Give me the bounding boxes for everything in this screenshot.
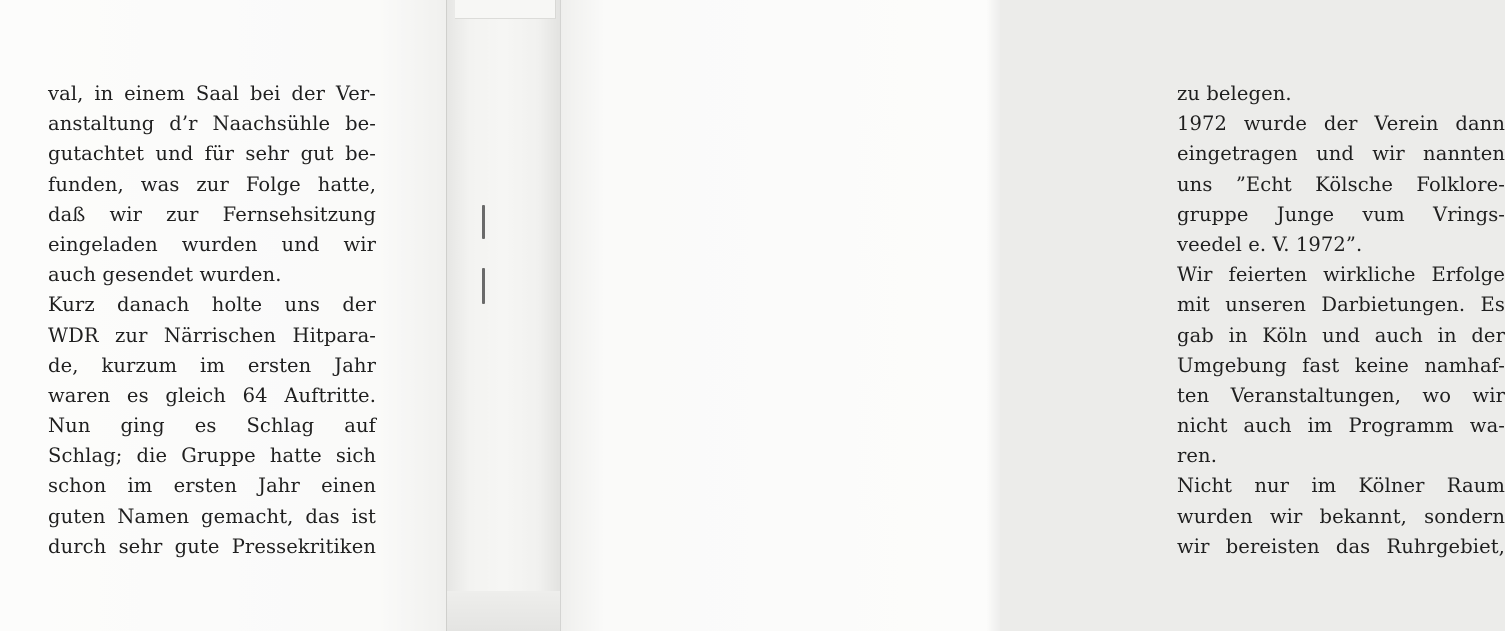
text-line: val, in einem Saal bei der Ver- bbox=[48, 82, 376, 105]
text-line: Umgebung fast keine namhaf- bbox=[1177, 353, 1505, 377]
text-line: wurden wir bekannt, sondern bbox=[1177, 504, 1505, 528]
text-line: veedel e. V. 1972”. bbox=[1177, 232, 1363, 256]
text-line: eingetragen und wir nannten bbox=[1177, 142, 1505, 166]
right-text-column bbox=[1177, 79, 1505, 562]
text-line: nicht auch im Programm wa- bbox=[1177, 414, 1505, 438]
text-line: zu belegen. bbox=[1177, 82, 1292, 105]
spine-bottom-edge bbox=[447, 591, 561, 631]
spine-fold-tab bbox=[455, 0, 556, 19]
text-line: gruppe Junge vum Vrings- bbox=[1177, 202, 1505, 226]
text-line: ten Veranstaltungen, wo wir bbox=[1177, 383, 1505, 407]
left-page bbox=[0, 0, 446, 631]
text-line: durch sehr gute Pressekritiken bbox=[48, 534, 376, 558]
text-line: eingeladen wurden und wir bbox=[48, 232, 376, 256]
text-line: 1972 wurde der Verein dann bbox=[1177, 112, 1505, 136]
text-line: Nicht nur im Kölner Raum bbox=[1177, 474, 1505, 498]
text-line: WDR zur Närrischen Hitpara- bbox=[48, 323, 376, 347]
text-line: Nun ging es Schlag auf bbox=[48, 414, 376, 438]
page-edge-shade bbox=[986, 0, 1000, 631]
text-line: anstaltung d’r Naachsühle be- bbox=[48, 112, 376, 136]
booklet-spine bbox=[446, 0, 561, 631]
text-line: auch gesendet wurden. bbox=[48, 263, 282, 287]
right-page bbox=[560, 0, 1505, 631]
text-line: Kurz danach holte uns der bbox=[48, 293, 376, 317]
text-line: gab in Köln und auch in der bbox=[1177, 323, 1505, 347]
text-line: uns ”Echt Kölsche Folklore- bbox=[1177, 172, 1505, 196]
text-line: mit unseren Darbietungen. Es bbox=[1177, 293, 1505, 317]
text-line: schon im ersten Jahr einen bbox=[48, 474, 376, 498]
text-line: Schlag; die Gruppe hatte sich bbox=[48, 444, 376, 468]
text-line: gutachtet und für sehr gut be- bbox=[48, 142, 376, 166]
text-line: ren. bbox=[1177, 444, 1218, 468]
text-line: daß wir zur Fernsehsitzung bbox=[48, 202, 376, 226]
left-text-column bbox=[48, 79, 376, 562]
text-line: waren es gleich 64 Auftritte. bbox=[48, 383, 376, 407]
text-line: Wir feierten wirkliche Erfolge bbox=[1177, 263, 1505, 287]
staple-top bbox=[482, 205, 485, 239]
text-line: de, kurzum im ersten Jahr bbox=[48, 353, 376, 377]
staple-bottom bbox=[482, 268, 485, 304]
text-line: wir bereisten das Ruhrgebiet, bbox=[1177, 534, 1505, 558]
text-line: funden, was zur Folge hatte, bbox=[48, 172, 376, 196]
text-line: guten Namen gemacht, das ist bbox=[48, 504, 376, 528]
